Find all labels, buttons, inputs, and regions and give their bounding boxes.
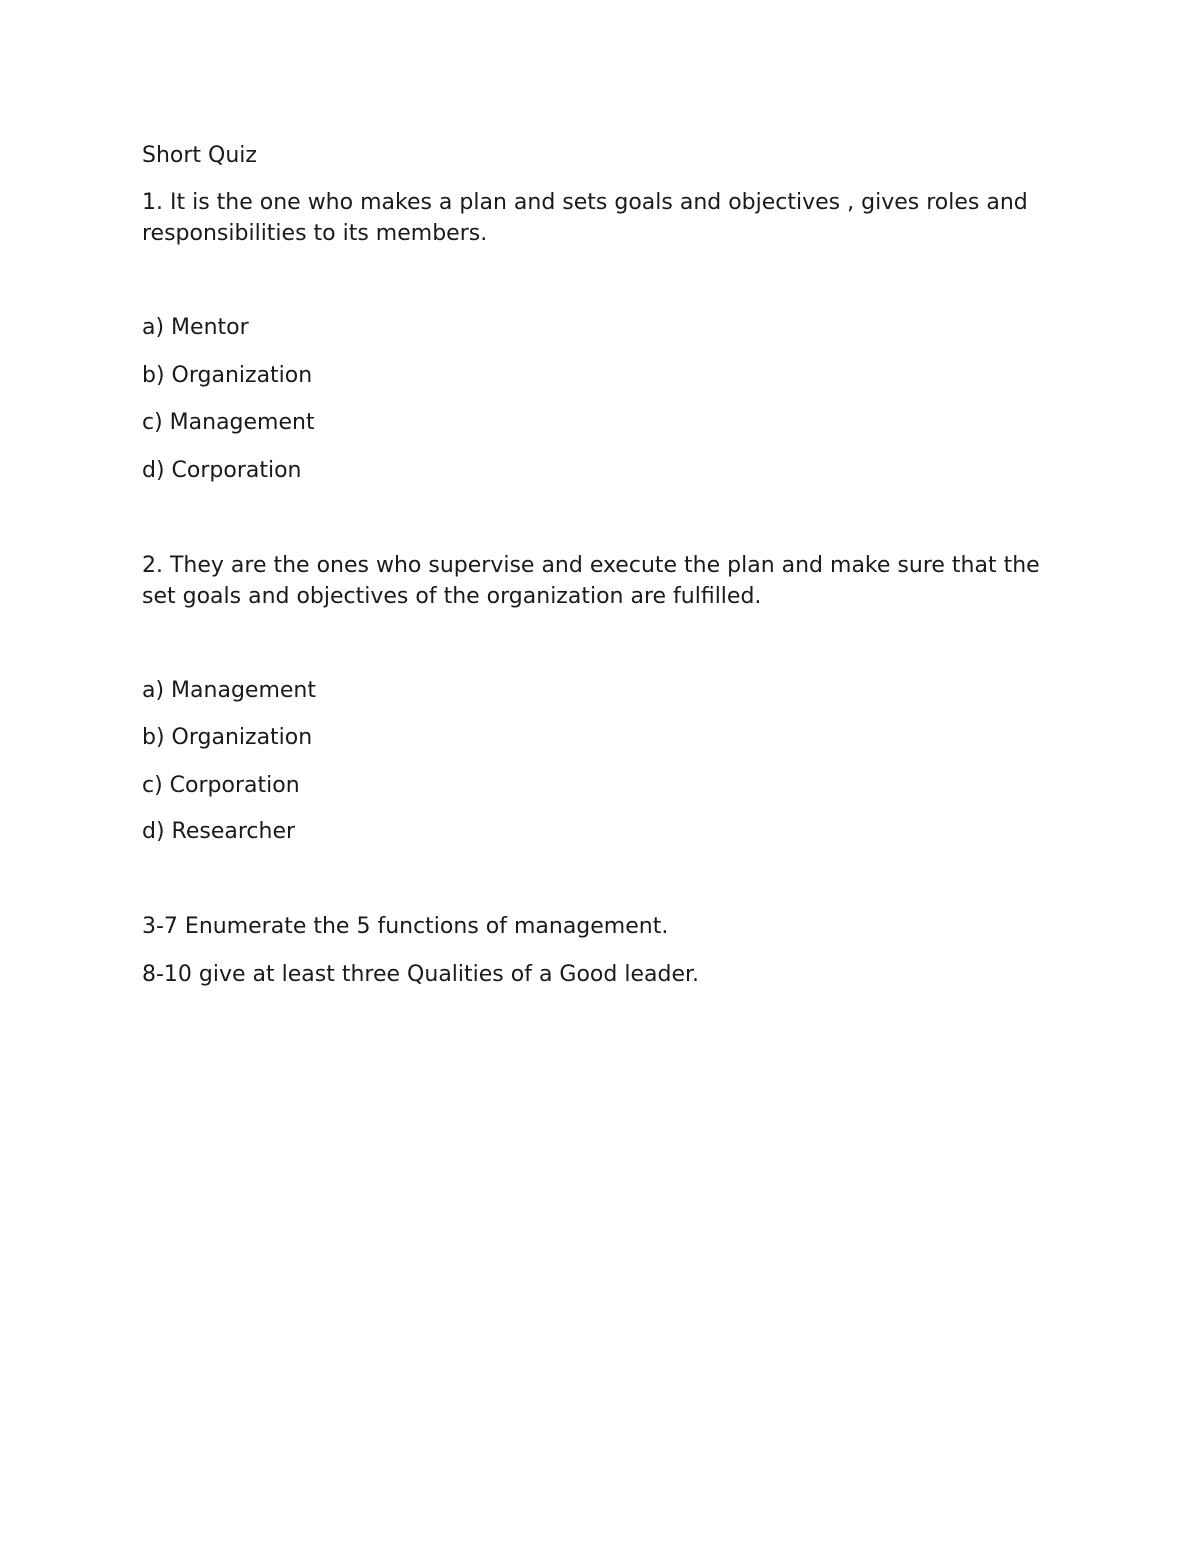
question-1-option-a: a) Mentor: [142, 315, 249, 340]
question-1-text: 1. It is the one who makes a plan and sets goals and objectives , gives roles and responsibilities to its members.: [142, 190, 1028, 246]
question-1-option-b: b) Organization: [142, 363, 313, 388]
question-2-option-c: c) Corporation: [142, 773, 300, 798]
question-2-option-d: d) Researcher: [142, 819, 296, 844]
item-functions-of-management: 3-7 Enumerate the 5 functions of management.: [142, 914, 669, 939]
question-1-option-d: d) Corporation: [142, 458, 302, 483]
quiz-title: Short Quiz: [142, 143, 257, 168]
question-2-option-b: b) Organization: [142, 725, 313, 750]
question-2-option-a: a) Management: [142, 678, 316, 703]
question-2-text: 2. They are the ones who supervise and execute the plan and make sure that the set goals and objectives of the organization are fulfilled.: [142, 553, 1040, 609]
question-1-option-c: c) Management: [142, 410, 315, 435]
item-qualities-of-leader: 8-10 give at least three Qualities of a Good leader.: [142, 962, 699, 987]
